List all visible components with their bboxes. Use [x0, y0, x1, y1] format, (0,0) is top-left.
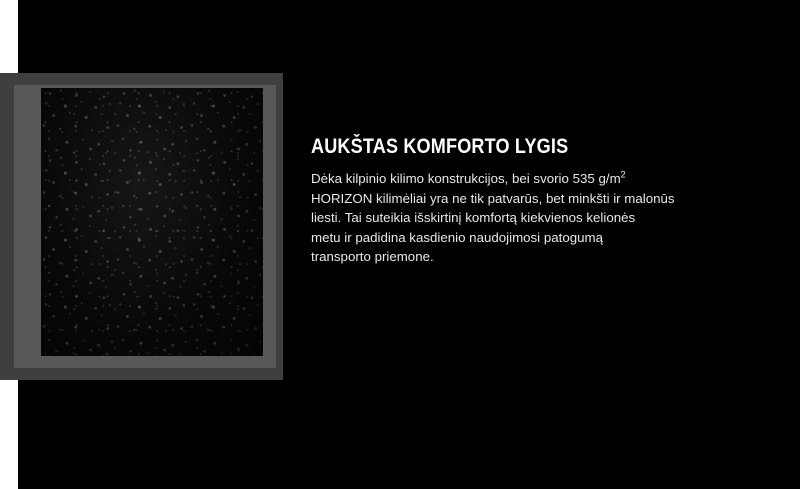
body-line-3: liesti. Tai suteikia išskirtinį komfortą kiekvienos kelionės — [311, 210, 636, 225]
carpet-texture-image — [41, 88, 263, 356]
body-line-1: Dėka kilpinio kilimo konstrukcijos, bei svorio 535 g/m — [311, 171, 621, 186]
body-line-4: metu ir padidina kasdienio naudojimosi patogumą — [311, 229, 603, 245]
carpet-vignette — [41, 88, 263, 356]
body-paragraph — [311, 169, 703, 267]
page-title: AUKŠTAS KOMFORTO LYGIS — [311, 135, 569, 158]
body-line-2: HORIZON kilimėliai yra ne tik patvarūs, bet minkšti ir malonūs — [311, 190, 675, 206]
body-superscript: 2 — [620, 169, 626, 180]
body-line-5: transporto priemone. — [311, 249, 434, 264]
text-block — [311, 135, 711, 267]
